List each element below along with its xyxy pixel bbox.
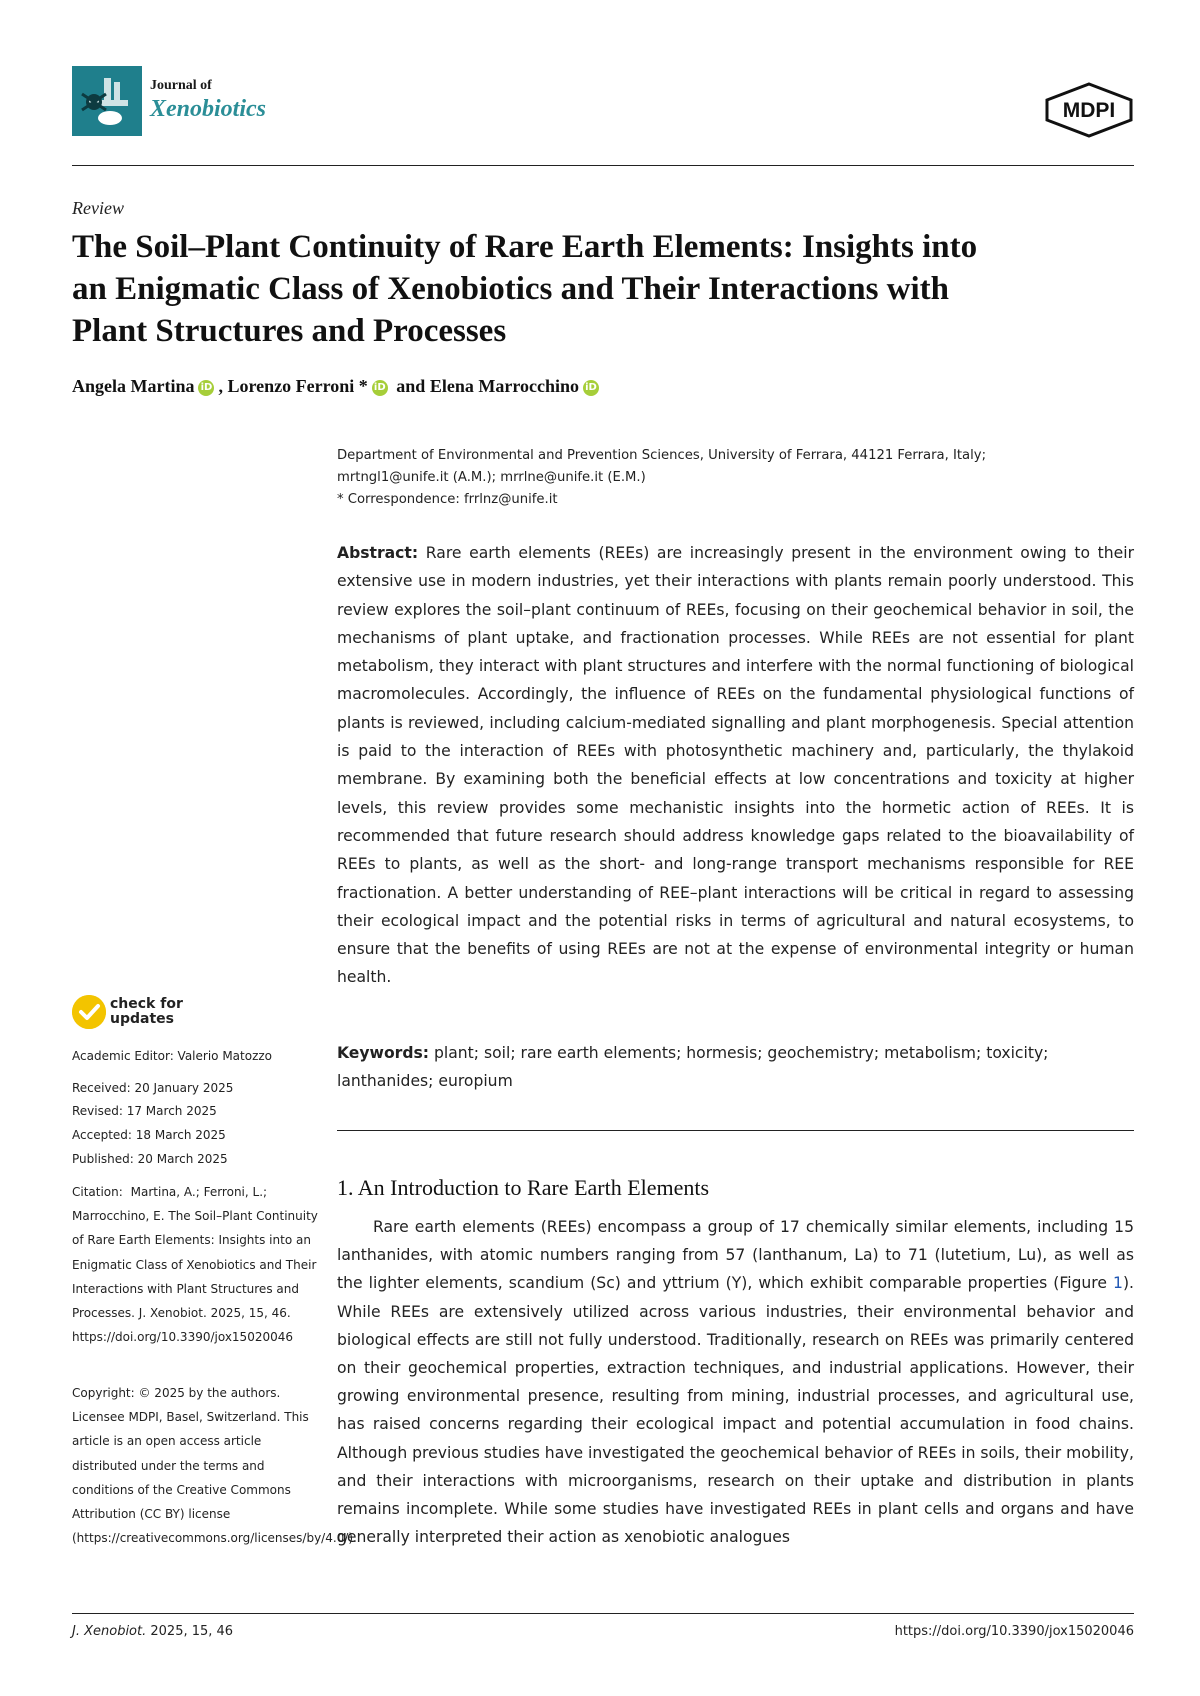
abstract — [337, 539, 1134, 992]
author-name[interactable]: Elena Marrocchino — [429, 376, 579, 396]
footer-doi-link[interactable]: https://doi.org/10.3390/jox15020046 — [894, 1624, 1134, 1639]
revised-date: Revised: 17 March 2025 — [72, 1104, 217, 1118]
journal-name: Xenobiotics — [150, 96, 267, 122]
accepted-date: Accepted: 18 March 2025 — [72, 1128, 226, 1142]
affiliation: Department of Environmental and Prevention Sciences, University of Ferrara, 44121 Ferrara, Italy; — [337, 448, 987, 463]
check-label: updates — [110, 1011, 174, 1027]
footer-divider — [72, 1613, 1134, 1614]
body-paragraph — [337, 1213, 1134, 1551]
orcid-icon[interactable]: iD — [583, 380, 599, 396]
check-for-updates-icon[interactable] — [72, 995, 106, 1029]
citation-text[interactable]: Martina, A.; Ferroni, L.; Marrocchino, E. The Soil–Plant Continuity of Rare Earth Elements: Insights into an Enigmatic Class of Xenobiotics and Their Interactions with Plant Structures and Processes. J. Xenobiot. 2025, 15, 46. https://doi.org/10.3390/jox15020046 — [72, 1185, 318, 1345]
author-list — [72, 376, 603, 397]
citation — [72, 1180, 322, 1349]
keywords-text: plant; soil; rare earth elements; hormesis; geochemistry; metabolism; toxicity; lanthanides; europium — [337, 1044, 1049, 1091]
body-text-part: ). While REEs are extensively utilized across various industries, their environmental behavior and biological effects are still not fully understood. Traditionally, research on REEs was primarily centered on their geochemical properties, extraction techniques, and industrial applications. However, their growing environmental presence, resulting from mining, industrial processes, and agricultural use, has raised concerns regarding their ecological impact and potential accumulation in food chains. Although previous studies have investigated the geochemical behavior of REEs in soils, their mobility, and their interactions with microorganisms, research on their uptake and distribution in plants remains incomplete. While some studies have investigated REEs in plant cells and organs and have generally interpreted their action as xenobiotic analogues — [337, 1274, 1134, 1547]
journal-of-label: Journal of — [150, 78, 212, 93]
correspondence: * Correspondence: frrlnz@unife.it — [337, 492, 558, 507]
author-emails[interactable]: mrtngl1@unife.it (A.M.); mrrlne@unife.it (E.M.) — [337, 470, 646, 485]
author-separator: and — [391, 376, 430, 396]
received-date: Received: 20 January 2025 — [72, 1081, 234, 1095]
article-title — [72, 226, 1142, 352]
footer-volume: 2025, 15, 46 — [146, 1624, 234, 1639]
footer-citation — [72, 1624, 233, 1639]
figure-link[interactable]: 1 — [1113, 1274, 1123, 1293]
abstract-label: Abstract: — [337, 544, 419, 562]
journal-logo-icon — [72, 66, 142, 136]
mdpi-logo-icon — [1043, 82, 1135, 138]
check-label: check for — [110, 996, 183, 1012]
header-divider — [72, 165, 1134, 166]
article-type: Review — [72, 198, 124, 218]
orcid-icon[interactable]: iD — [198, 380, 214, 396]
author-separator: , — [218, 376, 228, 396]
title-line: an Enigmatic Class of Xenobiotics and Their Interactions with — [72, 271, 950, 307]
orcid-icon[interactable]: iD — [372, 380, 388, 396]
check-for-updates-button[interactable] — [110, 997, 183, 1027]
mdpi-logo-text: MDPI — [1062, 99, 1116, 122]
author-name[interactable]: Lorenzo Ferroni — [227, 376, 355, 396]
body-text-part: Rare earth elements (REEs) encompass a group of 17 chemically similar elements, including 15 lanthanides, with atomic numbers ranging from 57 (lanthanum, La) to 71 (lutetium, Lu), as well as the lighter elements, scandium (Sc) and yttrium (Y), which exhibit comparable properties (Figure — [337, 1218, 1134, 1293]
section-heading: 1. An Introduction to Rare Earth Elements — [337, 1175, 710, 1200]
citation-label: Citation: — [72, 1185, 123, 1199]
title-line: The Soil–Plant Continuity of Rare Earth Elements: Insights into — [72, 229, 978, 265]
academic-editor: Academic Editor: Valerio Matozzo — [72, 1049, 273, 1063]
keywords-label: Keywords: — [337, 1044, 430, 1062]
keywords-divider — [337, 1130, 1134, 1131]
title-line: Plant Structures and Processes — [72, 313, 507, 349]
copyright-notice: Copyright: © 2025 by the authors. Licensee MDPI, Basel, Switzerland. This article is an open access article distributed under the terms and conditions of the Creative Commons Attribution (CC BY) license (https://creativecommons.org/licenses/by/4.0/). — [72, 1386, 357, 1546]
author-name[interactable]: Angela Martina — [72, 376, 195, 396]
published-date: Published: 20 March 2025 — [72, 1152, 228, 1166]
corresponding-marker: * — [354, 376, 368, 396]
footer-journal: J. Xenobiot. — [72, 1624, 147, 1639]
keywords — [337, 1039, 1134, 1096]
abstract-text: Rare earth elements (REEs) are increasingly present in the environment owing to their extensive use in modern industries, yet their interactions with plants remain poorly understood. This review explores the soil–plant continuum of REEs, focusing on their geochemical behavior in soil, the mechanisms of plant uptake, and fractionation processes. While REEs are not essential for plant metabolism, they interact with plant structures and interfere with the normal functioning of biological macromolecules. Accordingly, the influence of REEs on the fundamental physiological functions of plants is reviewed, including calcium-mediated signalling and plant morphogenesis. Special attention is paid to the interaction of REEs with photosynthetic machinery and, particularly, the thylakoid membrane. By examining both the beneficial effects at low concentrations and toxicity at higher levels, this review provides some mechanistic insights into the hormetic action of REEs. It is recommended that future research should address knowledge gaps related to the bioavailability of REEs to plants, as well as the short- and long-range transport mechanisms responsible for REE fractionation. A better understanding of REE–plant interactions will be critical in regard to assessing their ecological impact and the potential risks in terms of agricultural and natural ecosystems, to ensure that the benefits of using REEs are not at the expense of environmental integrity or human health. — [337, 544, 1134, 987]
